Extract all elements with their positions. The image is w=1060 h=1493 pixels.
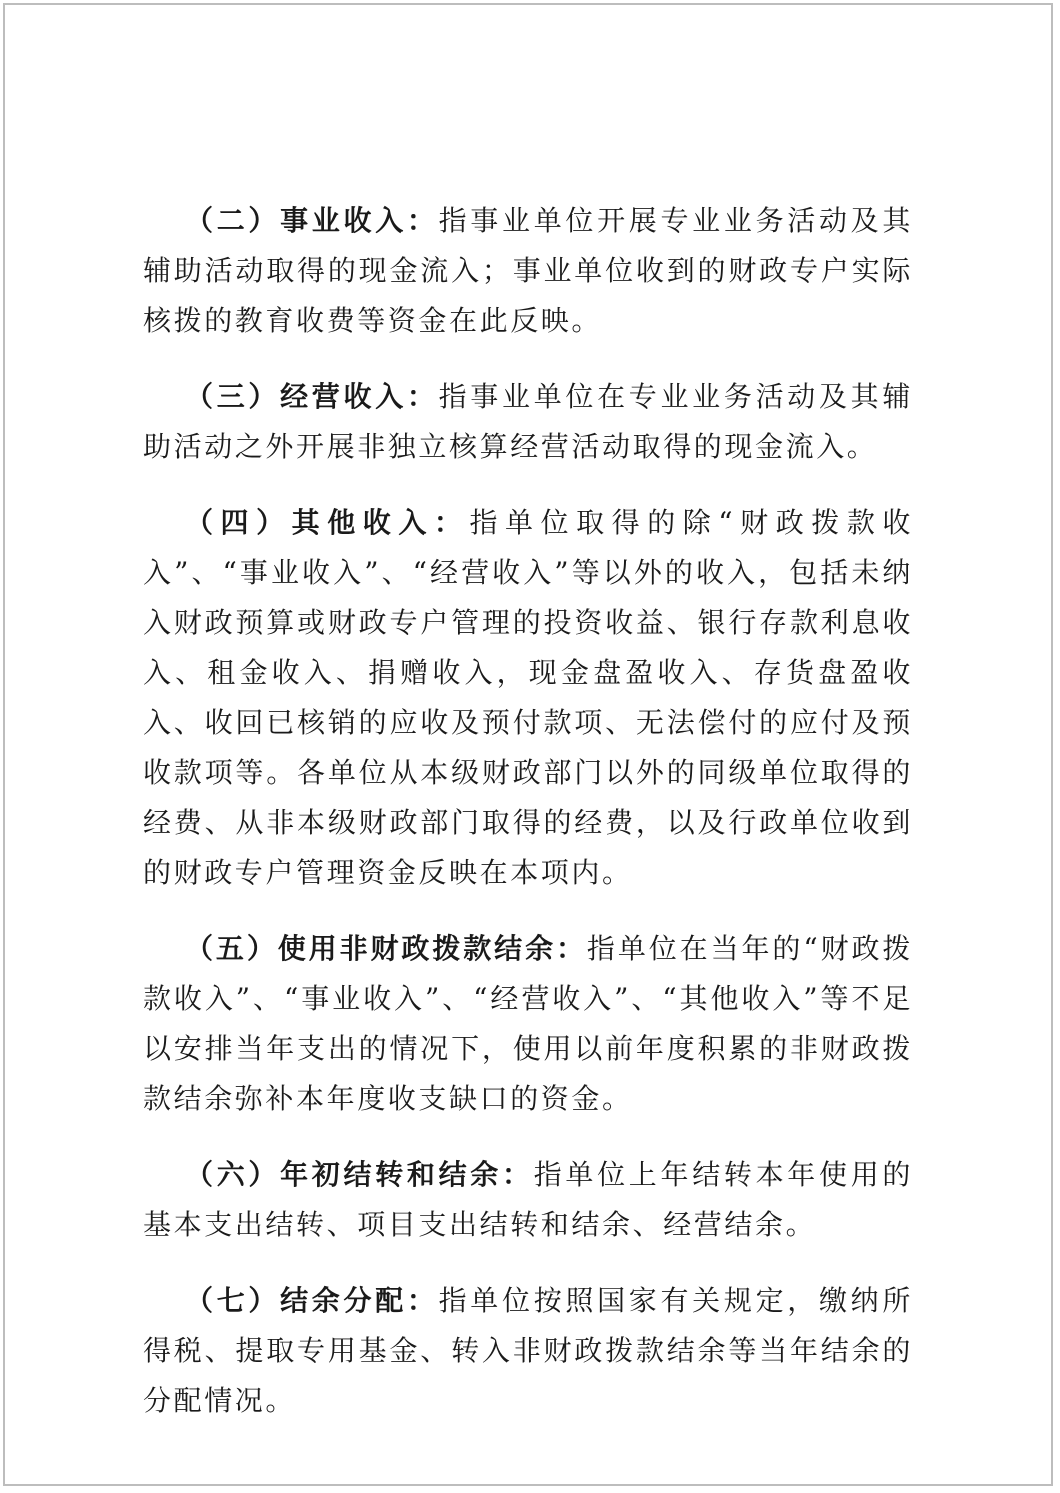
paragraph-business-income [143, 196, 913, 346]
paragraph-operating-income [143, 372, 913, 472]
paragraph-text: 指事业单位在专业业务活动及其辅助活动之外开展非独立核算经营活动取得的现金流入。 [143, 380, 913, 463]
document-body [143, 196, 913, 1452]
paragraph-non-fiscal-balance [143, 924, 913, 1124]
paragraph-heading: （二）事业收入： [185, 204, 439, 237]
paragraph-text: 指单位上年结转本年使用的基本支出结转、项目支出结转和结余、经营结余。 [143, 1158, 913, 1241]
paragraph-text: 指单位取得的除“财政拨款收入”、“事业收入”、“经营收入”等以外的收入，包括未纳入财政预算或财政专户管理的投资收益、银行存款利息收入、租金收入、捐赠收入，现金盘盈收入、存货盘盈收入、收回已核销的应收及预付款项、无法偿付的应付及预收款项等。各单位从本级财政部门以外的同级单位取得的经费、从非本级财政部门取得的经费，以及行政单位收到的财政专户管理资金反映在本项内。 [143, 506, 913, 889]
paragraph-heading: （五）使用非财政拨款结余： [185, 932, 587, 965]
paragraph-heading: （三）经营收入： [185, 380, 439, 413]
paragraph-heading: （四）其他收入： [185, 506, 470, 539]
paragraph-opening-carryover [143, 1150, 913, 1250]
paragraph-text: 指单位在当年的“财政拨款收入”、“事业收入”、“经营收入”、“其他收入”等不足以安排当年支出的情况下，使用以前年度积累的非财政拨款结余弥补本年度收支缺口的资金。 [143, 932, 913, 1115]
paragraph-heading: （六）年初结转和结余： [185, 1158, 534, 1191]
paragraph-text: 指单位按照国家有关规定，缴纳所得税、提取专用基金、转入非财政拨款结余等当年结余的分配情况。 [143, 1284, 913, 1417]
paragraph-heading: （七）结余分配： [185, 1284, 439, 1317]
paragraph-balance-distribution [143, 1276, 913, 1426]
paragraph-other-income [143, 498, 913, 898]
paragraph-text: 指事业单位开展专业业务活动及其辅助活动取得的现金流入；事业单位收到的财政专户实际核拨的教育收费等资金在此反映。 [143, 204, 913, 337]
